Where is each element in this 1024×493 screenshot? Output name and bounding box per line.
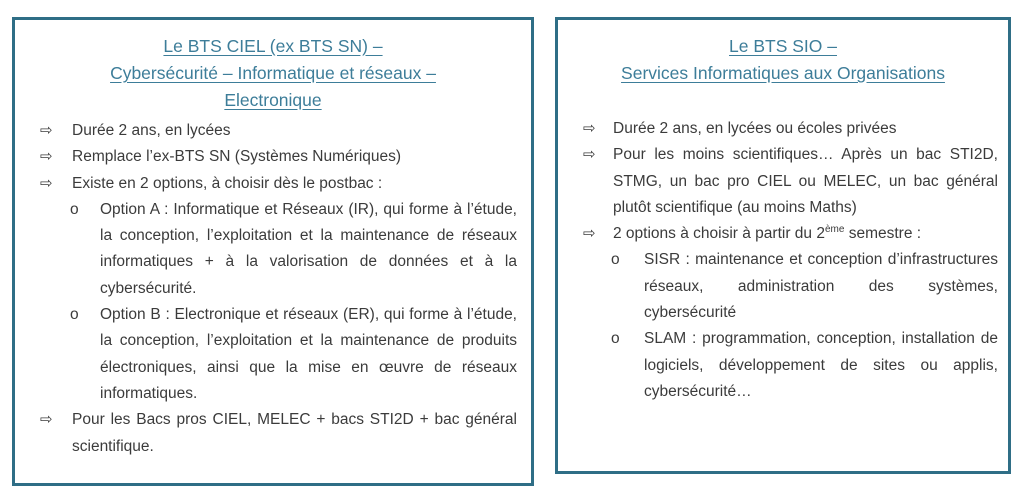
arrow-bullet-icon: ⇨ — [40, 411, 53, 429]
list-item — [15, 407, 531, 460]
bts-sio-box — [555, 17, 1011, 474]
list-item-text: Durée 2 ans, en lycées ou écoles privées — [613, 120, 897, 137]
list-item — [558, 142, 1008, 221]
superscript-text: ème — [824, 224, 845, 236]
bts-ciel-title-line-1: Le BTS CIEL (ex BTS SN) – — [163, 36, 383, 56]
circle-bullet-icon: o — [70, 306, 79, 324]
list-item-text: Existe en 2 options, à choisir dès le postbac : — [72, 174, 383, 192]
list-item — [558, 116, 1008, 142]
sublist-item — [70, 197, 517, 302]
arrow-bullet-icon: ⇨ — [583, 146, 596, 164]
sublist-item-text: SLAM : programmation, conception, installation de logiciels, développement de sites ou applis, cybersécurité… — [644, 330, 998, 400]
list-item-text: Remplace l’ex-BTS SN (Systèmes Numériques) — [72, 148, 402, 166]
bts-ciel-box — [12, 17, 534, 486]
circle-bullet-icon: o — [611, 330, 620, 348]
list-item — [15, 144, 531, 170]
list-item-text: Pour les Bacs pros CIEL, MELEC + bacs STI2D + bac général scientifique. — [72, 411, 517, 455]
list-item — [558, 221, 1008, 405]
arrow-bullet-icon: ⇨ — [583, 120, 596, 137]
sublist-item — [611, 326, 998, 405]
sublist-item — [611, 247, 998, 326]
list-item — [15, 171, 531, 408]
bts-sio-list — [558, 116, 1008, 405]
circle-bullet-icon: o — [611, 251, 620, 269]
sublist-item-text: SISR : maintenance et conception d’infrastructures réseaux, administration des systèmes, cybersécurité — [644, 251, 998, 322]
list-item-text: Durée 2 ans, en lycées — [72, 122, 231, 139]
circle-bullet-icon: o — [70, 200, 79, 218]
arrow-bullet-icon: ⇨ — [40, 174, 53, 192]
bts-ciel-title-line-3: Electronique — [224, 90, 322, 110]
bts-sio-title-line-1: Le BTS SIO – — [729, 36, 837, 56]
list-item-text: Pour les moins scientifiques… Après un bac STI2D, STMG, un bac pro CIEL ou MELEC, un bac général plutôt scientifique (au moins Maths) — [613, 146, 998, 216]
bts-ciel-list — [15, 118, 531, 460]
options-sublist — [72, 197, 517, 407]
sublist-item-text: Option A : Informatique et Réseaux (IR), qui forme à l’étude, la conception, l’exploitation et la maintenance de réseaux informatiques + à la valorisation de données et à la cybersécurité. — [100, 200, 517, 297]
list-item-text-after: semestre : — [844, 225, 922, 243]
list-item-text-before: 2 options à choisir à partir du 2 — [613, 225, 825, 243]
arrow-bullet-icon: ⇨ — [583, 225, 596, 243]
sublist-item — [70, 302, 517, 407]
bts-ciel-title-line-2: Cybersécurité – Informatique et réseaux – — [110, 63, 436, 83]
list-item — [15, 118, 531, 144]
arrow-bullet-icon: ⇨ — [40, 122, 53, 139]
bts-sio-title-line-2: Services Informatiques aux Organisations — [621, 63, 945, 83]
options-sublist — [613, 247, 998, 405]
arrow-bullet-icon: ⇨ — [40, 148, 53, 166]
sublist-item-text: Option B : Electronique et réseaux (ER), qui forme à l’étude, la conception, l’exploitation et la maintenance de produits électroniques, ainsi que la mise en œuvre de réseaux informatiques. — [100, 306, 517, 402]
